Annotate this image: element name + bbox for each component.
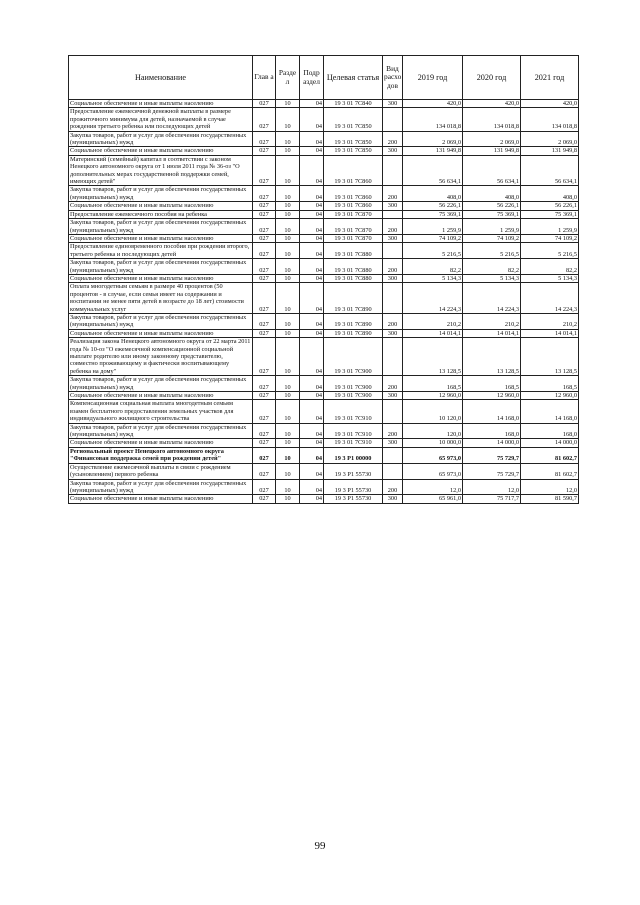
row-name: Социальное обеспечение и иные выплаты населению [69,495,253,503]
row-razdel: 10 [276,329,300,337]
row-expense-type: 300 [383,147,403,155]
row-amount-2019: 131 949,8 [403,147,463,155]
table-row [69,313,579,329]
row-glava: 027 [253,259,276,275]
row-glava: 027 [253,210,276,218]
row-target-article: 19 3 01 7С880 [324,259,383,275]
row-amount-2019: 65 961,0 [403,495,463,503]
row-amount-2019: 14 224,3 [403,283,463,314]
row-amount-2020: 56 634,1 [463,155,521,186]
row-name: Осуществление ежемесячной выплаты в связи с рождением (усыновлением) первого ребенка [69,463,253,479]
row-expense-type [383,155,403,186]
row-amount-2020: 14 168,0 [463,400,521,423]
row-amount-2019: 14 014,1 [403,329,463,337]
row-razdel: 10 [276,495,300,503]
row-podrazdel: 04 [300,479,324,495]
row-amount-2021: 5 216,5 [521,243,579,259]
header-expense: Вид расхо дов [383,56,403,100]
row-amount-2021: 1 259,9 [521,219,579,235]
table-row [69,131,579,147]
row-podrazdel: 04 [300,274,324,282]
row-target-article: 19 3 01 7С880 [324,243,383,259]
row-glava: 027 [253,243,276,259]
row-amount-2019: 10 120,0 [403,400,463,423]
row-expense-type: 200 [383,423,403,439]
row-razdel: 10 [276,108,300,131]
row-target-article: 19 3 01 7С910 [324,423,383,439]
row-podrazdel: 04 [300,400,324,423]
row-target-article: 19 3 01 7С900 [324,376,383,392]
row-razdel: 10 [276,423,300,439]
row-amount-2020: 13 128,5 [463,338,521,376]
table-row [69,463,579,479]
row-amount-2019: 12 960,0 [403,392,463,400]
row-podrazdel: 04 [300,313,324,329]
row-target-article: 19 3 01 7С890 [324,283,383,314]
row-glava: 027 [253,447,276,463]
row-target-article: 19 3 P1 55730 [324,495,383,503]
row-amount-2019: 65 973,0 [403,463,463,479]
row-amount-2020: 14 224,3 [463,283,521,314]
row-podrazdel: 04 [300,495,324,503]
row-amount-2020: 56 226,1 [463,202,521,210]
row-amount-2020: 1 259,9 [463,219,521,235]
row-name: Компенсационная социальная выплата многодетным семьям взамен бесплатного предоставления земельных участков для индивидуального жилищного строительства [69,400,253,423]
row-amount-2021: 5 134,3 [521,274,579,282]
table-row [69,376,579,392]
row-glava: 027 [253,313,276,329]
row-expense-type: 200 [383,479,403,495]
row-name: Региональный проект Ненецкого автономного округа "Финансовая поддержка семей при рождении детей" [69,447,253,463]
row-razdel: 10 [276,219,300,235]
row-podrazdel: 04 [300,210,324,218]
row-target-article: 19 3 01 7С870 [324,210,383,218]
row-amount-2021: 168,5 [521,376,579,392]
table-row [69,400,579,423]
row-name: Закупка товаров, работ и услуг для обеспечения государственных (муниципальных) нужд [69,313,253,329]
table-row [69,234,579,242]
row-glava: 027 [253,234,276,242]
row-podrazdel: 04 [300,186,324,202]
row-podrazdel: 04 [300,376,324,392]
row-name: Предоставление ежемесячного пособия на ребенка [69,210,253,218]
row-amount-2021: 75 369,1 [521,210,579,218]
row-amount-2021: 12,0 [521,479,579,495]
row-name: Социальное обеспечение и иные выплаты населению [69,439,253,447]
table-row [69,147,579,155]
row-amount-2021: 14 014,1 [521,329,579,337]
row-razdel: 10 [276,234,300,242]
row-name: Предоставление единовременного пособия при рождении второго, третьего ребенка и последующих детей [69,243,253,259]
row-podrazdel: 04 [300,155,324,186]
row-amount-2021: 81 602,7 [521,447,579,463]
table-row [69,210,579,218]
row-amount-2021: 408,0 [521,186,579,202]
row-amount-2021: 82,2 [521,259,579,275]
row-razdel: 10 [276,243,300,259]
table-row [69,495,579,503]
row-podrazdel: 04 [300,219,324,235]
row-target-article: 19 3 01 7С900 [324,392,383,400]
row-glava: 027 [253,376,276,392]
table-row [69,447,579,463]
row-amount-2019: 13 128,5 [403,338,463,376]
row-amount-2021: 168,0 [521,423,579,439]
row-glava: 027 [253,100,276,108]
row-target-article: 19 3 01 7С910 [324,400,383,423]
row-expense-type: 200 [383,376,403,392]
row-name: Закупка товаров, работ и услуг для обеспечения государственных (муниципальных) нужд [69,376,253,392]
row-amount-2019: 56 634,1 [403,155,463,186]
row-glava: 027 [253,186,276,202]
row-glava: 027 [253,392,276,400]
row-razdel: 10 [276,210,300,218]
row-amount-2021: 81 590,7 [521,495,579,503]
row-razdel: 10 [276,147,300,155]
row-amount-2021: 131 949,8 [521,147,579,155]
row-amount-2020: 168,5 [463,376,521,392]
row-podrazdel: 04 [300,329,324,337]
row-name: Социальное обеспечение и иные выплаты населению [69,234,253,242]
row-expense-type [383,463,403,479]
row-name: Социальное обеспечение и иные выплаты населению [69,202,253,210]
row-expense-type: 200 [383,313,403,329]
table-row [69,392,579,400]
row-amount-2019: 2 069,0 [403,131,463,147]
row-expense-type: 300 [383,274,403,282]
row-amount-2020: 168,0 [463,423,521,439]
table-row [69,338,579,376]
row-expense-type [383,108,403,131]
row-expense-type: 300 [383,392,403,400]
row-amount-2021: 420,0 [521,100,579,108]
row-amount-2021: 12 960,0 [521,392,579,400]
row-glava: 027 [253,495,276,503]
row-name: Закупка товаров, работ и услуг для обеспечения государственных (муниципальных) нужд [69,479,253,495]
row-amount-2020: 75 729,7 [463,447,521,463]
row-razdel: 10 [276,313,300,329]
row-amount-2021: 74 109,2 [521,234,579,242]
header-2021: 2021 год [521,56,579,100]
row-glava: 027 [253,147,276,155]
row-amount-2019: 75 369,1 [403,210,463,218]
row-amount-2021: 56 634,1 [521,155,579,186]
row-podrazdel: 04 [300,439,324,447]
row-expense-type: 200 [383,259,403,275]
row-name: Социальное обеспечение и иные выплаты населению [69,100,253,108]
row-amount-2020: 74 109,2 [463,234,521,242]
row-amount-2021: 210,2 [521,313,579,329]
row-glava: 027 [253,108,276,131]
table-row [69,219,579,235]
row-name: Реализация закона Ненецкого автономного округа от 22 марта 2011 года № 10-оз "О ежемесячной компенсационной социальной выплате родителю или иному законному представителю, совместно проживающему и фактически воспитывающему ребенка на дому" [69,338,253,376]
row-amount-2019: 10 000,0 [403,439,463,447]
row-podrazdel: 04 [300,147,324,155]
table-row [69,108,579,131]
row-expense-type [383,210,403,218]
row-razdel: 10 [276,259,300,275]
row-target-article: 19 3 01 7С890 [324,313,383,329]
row-razdel: 10 [276,186,300,202]
row-amount-2020: 210,2 [463,313,521,329]
row-expense-type [383,400,403,423]
row-glava: 027 [253,338,276,376]
row-glava: 027 [253,202,276,210]
row-podrazdel: 04 [300,131,324,147]
header-razdel: Разде л [276,56,300,100]
row-expense-type: 200 [383,219,403,235]
table-row [69,186,579,202]
row-razdel: 10 [276,479,300,495]
row-podrazdel: 04 [300,202,324,210]
row-amount-2020: 14 014,1 [463,329,521,337]
budget-table [68,55,579,504]
row-target-article: 19 3 01 7С910 [324,439,383,447]
row-amount-2020: 12 960,0 [463,392,521,400]
table-row [69,329,579,337]
row-podrazdel: 04 [300,447,324,463]
header-name: Наименование [69,56,253,100]
row-amount-2021: 14 168,0 [521,400,579,423]
row-amount-2020: 14 000,0 [463,439,521,447]
row-glava: 027 [253,463,276,479]
row-podrazdel: 04 [300,108,324,131]
table-row [69,100,579,108]
row-target-article: 19 3 01 7С860 [324,155,383,186]
row-expense-type: 300 [383,234,403,242]
row-name: Социальное обеспечение и иные выплаты населению [69,329,253,337]
table-row [69,202,579,210]
row-target-article: 19 3 01 7С850 [324,147,383,155]
row-amount-2019: 56 226,1 [403,202,463,210]
row-expense-type: 300 [383,495,403,503]
row-glava: 027 [253,329,276,337]
row-expense-type: 300 [383,329,403,337]
row-razdel: 10 [276,100,300,108]
row-razdel: 10 [276,400,300,423]
row-glava: 027 [253,479,276,495]
row-amount-2019: 82,2 [403,259,463,275]
row-amount-2019: 5 216,5 [403,243,463,259]
table-header-row [69,56,579,100]
row-amount-2019: 168,5 [403,376,463,392]
row-name: Социальное обеспечение и иные выплаты населению [69,147,253,155]
row-glava: 027 [253,439,276,447]
table-row [69,283,579,314]
row-expense-type [383,283,403,314]
row-target-article: 19 3 01 7С850 [324,108,383,131]
row-expense-type: 300 [383,202,403,210]
row-amount-2020: 5 216,5 [463,243,521,259]
row-amount-2021: 13 128,5 [521,338,579,376]
row-podrazdel: 04 [300,463,324,479]
row-amount-2020: 2 069,0 [463,131,521,147]
row-razdel: 10 [276,439,300,447]
header-podrazdel: Подр аздел [300,56,324,100]
row-podrazdel: 04 [300,234,324,242]
row-target-article: 19 3 01 7С900 [324,338,383,376]
row-amount-2020: 131 949,8 [463,147,521,155]
row-name: Материнский (семейный) капитал в соответствии с законом Ненецкого автономного округа от 1 июля 2011 года № 36-оз "О дополнительных мерах государственной поддержки семей, имеющих детей" [69,155,253,186]
row-target-article: 19 3 01 7С890 [324,329,383,337]
row-amount-2019: 120,0 [403,423,463,439]
row-podrazdel: 04 [300,259,324,275]
row-name: Социальное обеспечение и иные выплаты населению [69,274,253,282]
row-amount-2021: 14 224,3 [521,283,579,314]
row-target-article: 19 3 01 7С860 [324,202,383,210]
header-glava: Глав а [253,56,276,100]
row-name: Закупка товаров, работ и услуг для обеспечения государственных (муниципальных) нужд [69,423,253,439]
row-razdel: 10 [276,376,300,392]
row-amount-2019: 420,0 [403,100,463,108]
row-amount-2021: 2 069,0 [521,131,579,147]
row-glava: 027 [253,155,276,186]
row-expense-type [383,243,403,259]
row-razdel: 10 [276,338,300,376]
row-amount-2019: 1 259,9 [403,219,463,235]
row-razdel: 10 [276,283,300,314]
row-razdel: 10 [276,463,300,479]
row-target-article: 19 3 01 7С850 [324,131,383,147]
row-podrazdel: 04 [300,283,324,314]
row-amount-2020: 75 717,7 [463,495,521,503]
page-number: 99 [314,840,326,852]
table-row [69,274,579,282]
row-podrazdel: 04 [300,243,324,259]
row-glava: 027 [253,400,276,423]
row-target-article: 19 3 P1 55730 [324,479,383,495]
row-amount-2020: 75 369,1 [463,210,521,218]
row-amount-2021: 81 602,7 [521,463,579,479]
row-amount-2019: 12,0 [403,479,463,495]
row-target-article: 19 3 01 7С840 [324,100,383,108]
row-glava: 027 [253,423,276,439]
row-name: Предоставление ежемесячной денежной выплаты в размере прожиточного минимума для детей, назначаемой в случае рождения третьего ребенка или последующих детей [69,108,253,131]
table-row [69,479,579,495]
row-razdel: 10 [276,392,300,400]
row-razdel: 10 [276,155,300,186]
row-amount-2021: 134 018,8 [521,108,579,131]
row-amount-2019: 134 018,8 [403,108,463,131]
row-amount-2020: 408,0 [463,186,521,202]
row-target-article: 19 3 P1 55730 [324,463,383,479]
row-amount-2021: 14 000,0 [521,439,579,447]
row-amount-2020: 75 729,7 [463,463,521,479]
row-glava: 027 [253,283,276,314]
row-podrazdel: 04 [300,392,324,400]
row-expense-type: 200 [383,131,403,147]
row-amount-2020: 12,0 [463,479,521,495]
table-row [69,243,579,259]
row-target-article: 19 3 P1 00000 [324,447,383,463]
row-name: Закупка товаров, работ и услуг для обеспечения государственных (муниципальных) нужд [69,186,253,202]
row-amount-2020: 82,2 [463,259,521,275]
header-2019: 2019 год [403,56,463,100]
row-expense-type: 300 [383,439,403,447]
row-amount-2020: 134 018,8 [463,108,521,131]
row-podrazdel: 04 [300,100,324,108]
table-row [69,423,579,439]
row-amount-2019: 210,2 [403,313,463,329]
row-amount-2019: 5 134,3 [403,274,463,282]
table-body [69,100,579,504]
row-podrazdel: 04 [300,423,324,439]
row-expense-type: 300 [383,100,403,108]
row-amount-2020: 5 134,3 [463,274,521,282]
row-razdel: 10 [276,131,300,147]
row-name: Оплата многодетным семьям в размере 40 процентов (50 процентов - в случае, если семья имеет на содержании и воспитании не менее пяти детей в возрасте до 18 лет) стоимости коммунальных услуг [69,283,253,314]
row-name: Закупка товаров, работ и услуг для обеспечения государственных (муниципальных) нужд [69,131,253,147]
row-name: Социальное обеспечение и иные выплаты населению [69,392,253,400]
row-name: Закупка товаров, работ и услуг для обеспечения государственных (муниципальных) нужд [69,219,253,235]
row-amount-2020: 420,0 [463,100,521,108]
row-razdel: 10 [276,202,300,210]
row-expense-type [383,338,403,376]
row-target-article: 19 3 01 7С860 [324,186,383,202]
row-expense-type [383,447,403,463]
table-row [69,259,579,275]
row-target-article: 19 3 01 7С870 [324,234,383,242]
row-podrazdel: 04 [300,338,324,376]
row-amount-2021: 56 226,1 [521,202,579,210]
row-razdel: 10 [276,274,300,282]
row-glava: 027 [253,219,276,235]
row-amount-2019: 65 973,0 [403,447,463,463]
row-target-article: 19 3 01 7С880 [324,274,383,282]
row-glava: 027 [253,131,276,147]
row-amount-2019: 408,0 [403,186,463,202]
row-razdel: 10 [276,447,300,463]
header-article: Целевая статья [324,56,383,100]
row-target-article: 19 3 01 7С870 [324,219,383,235]
header-2020: 2020 год [463,56,521,100]
table-row [69,439,579,447]
table-row [69,155,579,186]
row-name: Закупка товаров, работ и услуг для обеспечения государственных (муниципальных) нужд [69,259,253,275]
row-expense-type: 200 [383,186,403,202]
row-amount-2019: 74 109,2 [403,234,463,242]
row-glava: 027 [253,274,276,282]
